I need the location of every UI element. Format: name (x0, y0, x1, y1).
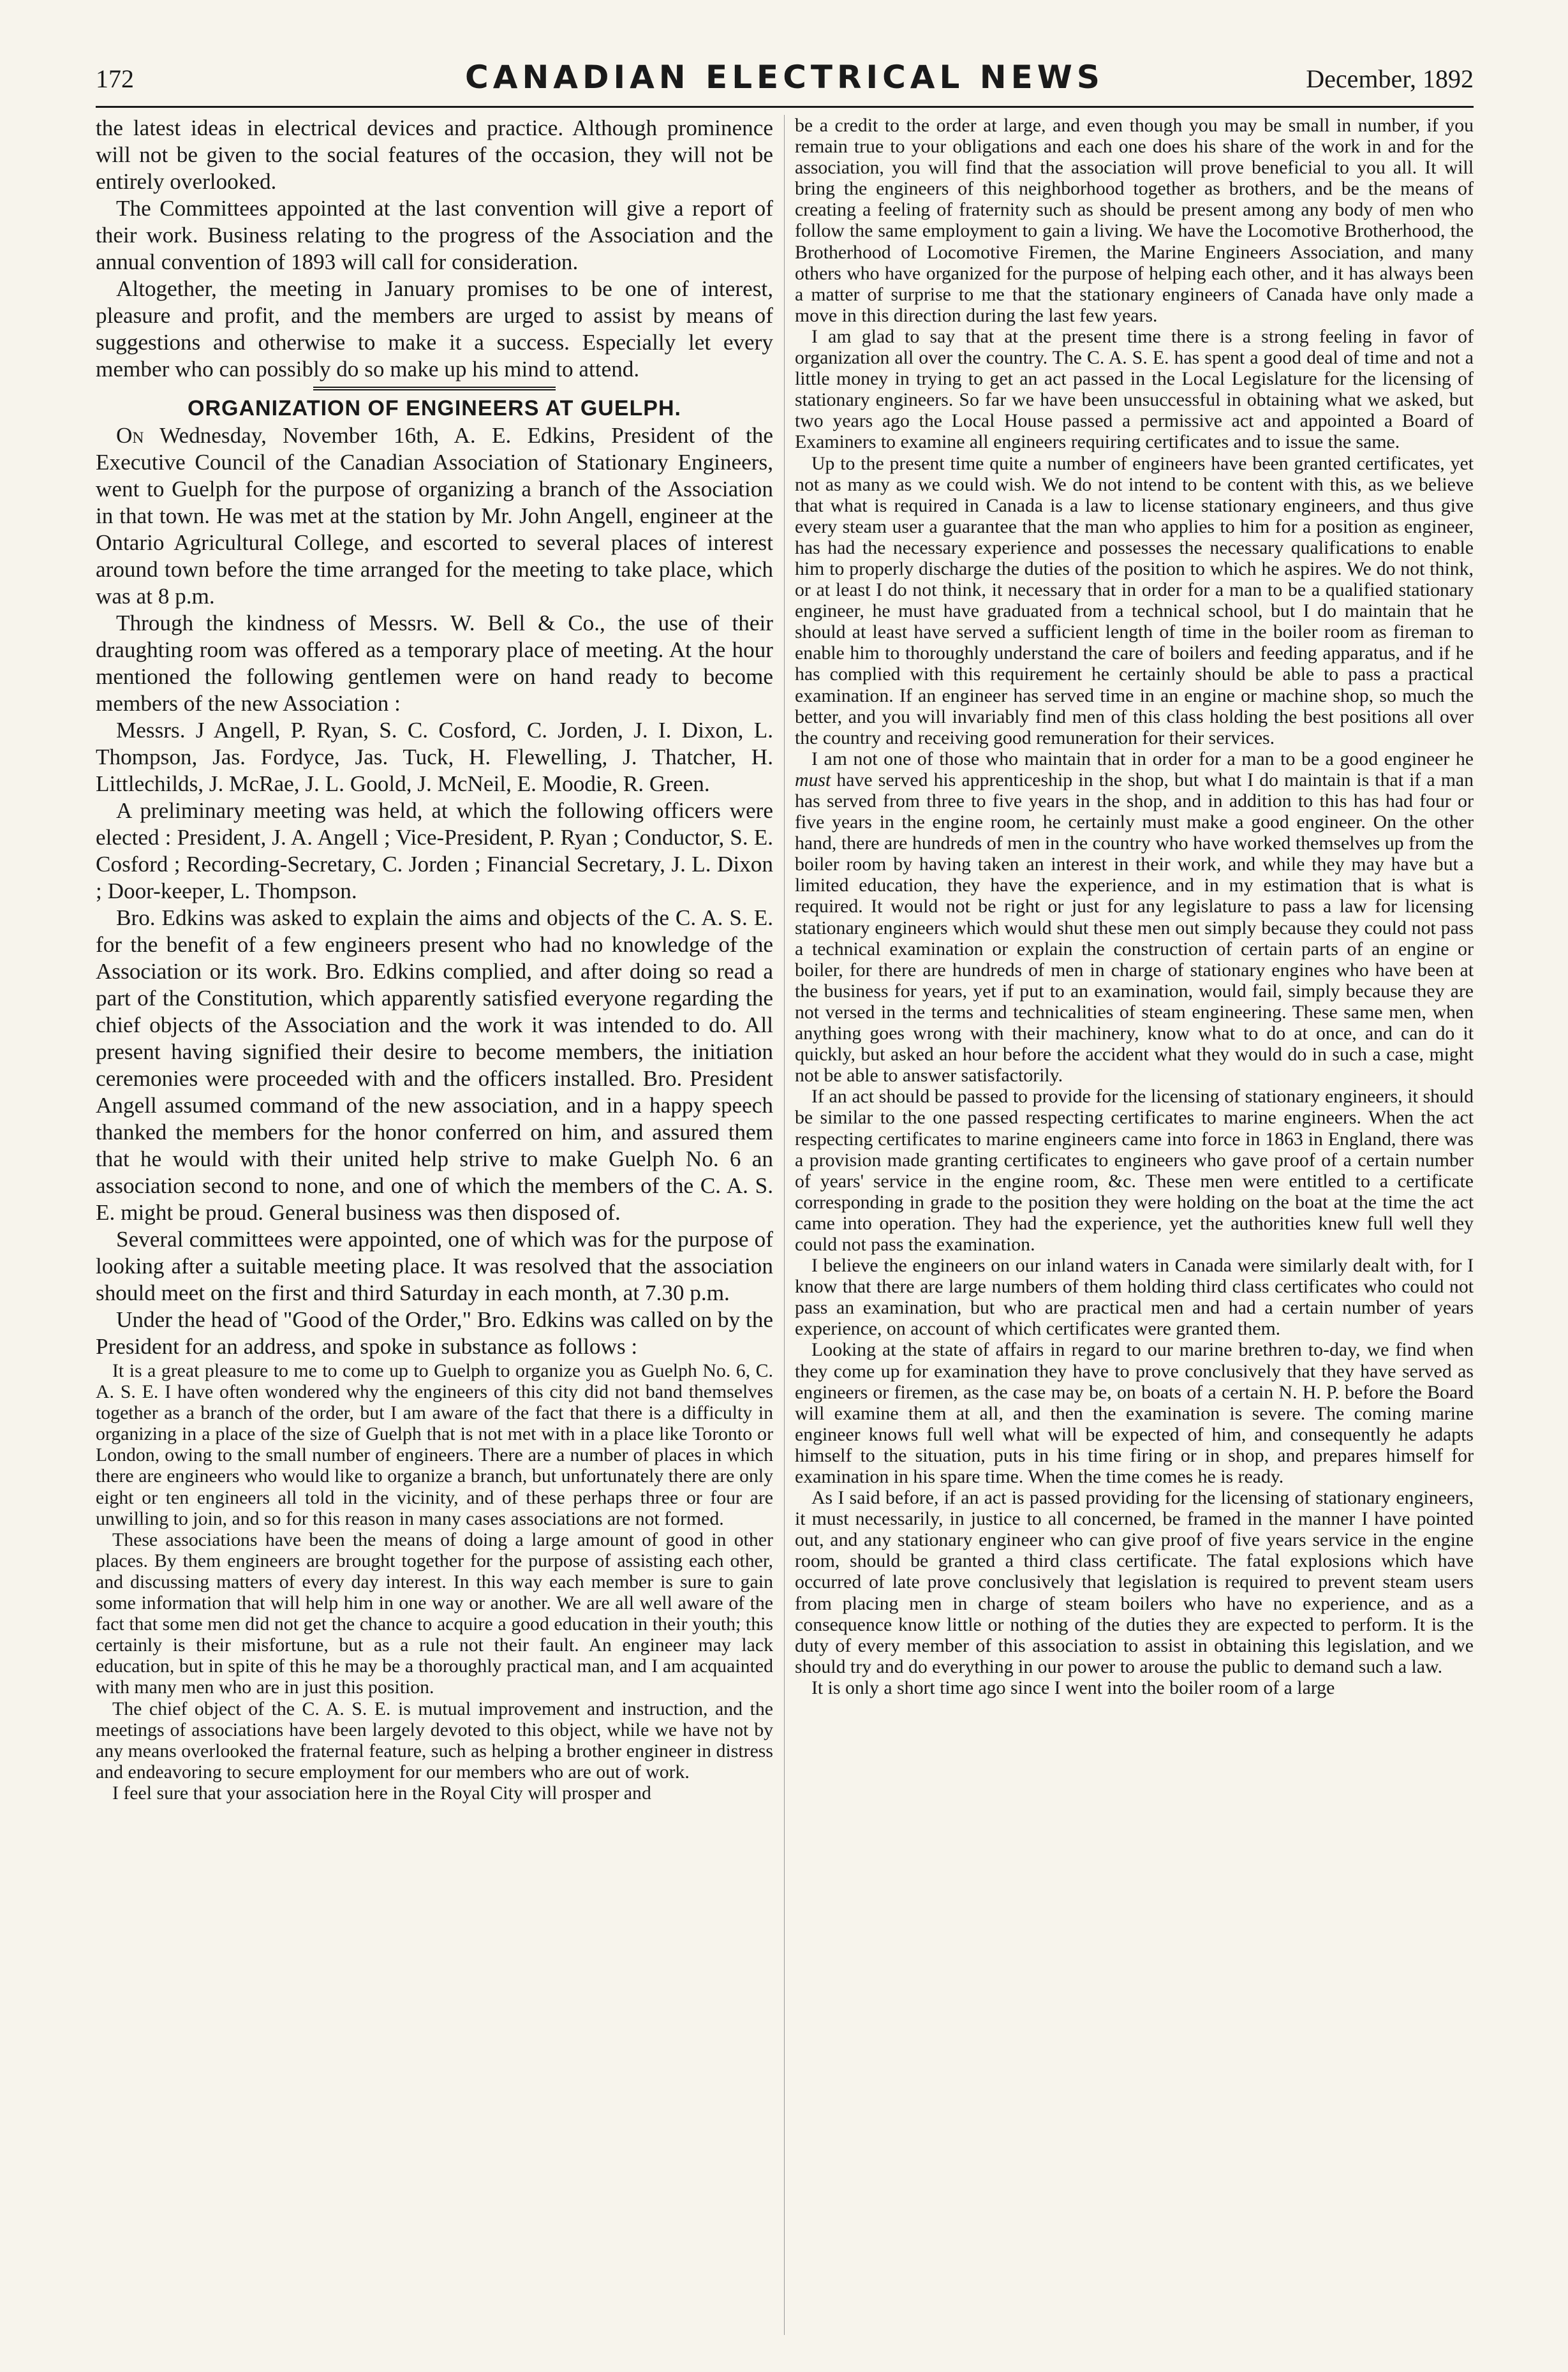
publication-title: CANADIAN ELECTRICAL NEWS (465, 59, 1104, 96)
article-paragraph: Several committees were appointed, one of which was for the purpose of looking after a suitable meeting place. It was resolved that the association should meet on the first and third Saturday in each month, at 7.30 p.m. (96, 1227, 773, 1305)
speech-paragraph: The chief object of the C. A. S. E. is mutual improvement and instruction, and the meetings of associations have been largely devoted to this object, while we have not by any means overlooked the fraternal feature, such as helping a brother engineer in distress and endeavoring to secure employment for our members who are out of work. (96, 1698, 773, 1783)
issue-date: December, 1892 (1306, 64, 1474, 93)
article-paragraph: Through the kindness of Messrs. W. Bell & Co., the use of their draughting room was offered as a temporary place of meeting. At the hour mentioned the following gentlemen were on hand ready to become members of the new Association : (96, 611, 773, 716)
speech-paragraph: These associations have been the means of doing a large amount of good in other places. By them engineers are brought together for the purpose of assisting each other, and discussing matters of every day interest. In this way each member is sure to gain some information that will help him in one way or another. We are all well aware of the fact that some men did not get the chance to acquire a good education in their youth; this certainly is their misfortune, but as a rule not their fault. An engineer may lack education, but in spite of this he may be a thoroughly practical man, and I am acquainted with many men who are in just this position. (96, 1529, 773, 1698)
speech-paragraph (795, 748, 1474, 1086)
speech-paragraph: I feel sure that your association here in the Royal City will prosper and (112, 1782, 651, 1804)
speech-paragraph: I believe the engineers on our inland waters in Canada were similarly dealt with, for I know that there are large numbers of them holding third class certificates who could not pass an examination, but who are practical men and had a certain number of years experience, on account of which certificates were granted them. (795, 1255, 1474, 1340)
article-paragraph: A preliminary meeting was held, at which the following officers were elected : President, J. A. Angell ; Vice-President, P. Ryan ; Conductor, S. E. Cosford ; Recording-Secretary, C. Jorden ; Financial Secretary, J. L. Dixon ; Door-keeper, L. Thompson. (96, 798, 773, 903)
member-list: Messrs. J Angell, P. Ryan, S. C. Cosford, C. Jorden, J. I. Dixon, L. Thompson, Jas. Fordyce, Jas. Tuck, H. Flewelling, J. Thatcher, H. Littlechilds, J. McRae, J. L. Goold, J. McNeil, E. Moodie, R. Green. (96, 718, 773, 796)
article-paragraph: the latest ideas in electrical devices and practice. Although prominence will not be given to the social features of the occasion, they will not be entirely overlooked. (96, 115, 773, 194)
page-number: 172 (96, 64, 134, 93)
article-heading: ORGANIZATION OF ENGINEERS AT GUELPH. (188, 396, 681, 420)
lead-word: On (116, 423, 144, 448)
speech-paragraph: Up to the present time quite a number of engineers have been granted certificates, yet not as many as we could wish. We do not intend to be content with this, as we believe that what is required in Canada is a law to license stationary engineers, and thus give every steam user a guarantee that the man who applies to him for a position as engineer, has had the necessary experience and possesses the necessary qualifications to enable him to properly discharge the duties of the position to which he aspires. We do not think, or at least I do not think, it necessary that in order for a man to be a qualified stationary engineer, he must have graduated from a technical school, but I do maintain that he should at least have served a sufficient length of time in the boiler room as fireman to enable him to thoroughly understand the care of boilers and feeding apparatus, and if he has complied with this requirement he certainly should be able to pass a practical examination. If an engineer has served time in an engine or machine shop, so much the better, and you will invariably find men of this class holding the best positions all over the country and receiving good remuneration for their services. (795, 452, 1474, 748)
speech-paragraph: Looking at the state of affairs in regard to our marine brethren to-day, we find when they come up for examination they have to prove conclusively that they have served as engineers or firemen, as the case may be, on boats of a certain N. H. P. before the Board will examine them at all, and then the examination is severe. The coming marine engineer knows full well what will be expected of him, and consequently he adapts himself to the situation, puts in his time firing or in shop, and prepares himself for examination in his spare time. When the time comes he is ready. (795, 1339, 1474, 1487)
speech-paragraph: I am glad to say that at the present time there is a strong feeling in favor of organization all over the country. The C. A. S. E. has spent a good deal of time and not a little money in trying to get an act passed in the Local Legislature for the licensing of stationary engineers. So far we have been unsuccessful in obtaining what we asked, but two years ago the Local House passed a permissive act and appointed a Board of Examiners to examine all engineers requiring certificates and to issue the same. (795, 325, 1474, 453)
paragraph-text: have served his apprenticeship in the shop, but what I do maintain is that if a man has served from three to five years in the shop, and in addition to this has had four or five years in the engine room, he certainly must make a good engineer. On the other hand, there are hundreds of men in the country who have worked themselves up from the boiler room by having taken an interest in their work, and while they may have but a limited education, they have the experience, and in my estimation that is what is required. It would not be right or just for any legislature to pass a law for licensing stationary engineers which would shut these men out simply because they could not pass a technical examination or explain the construction of certain parts of an engine or boiler, for there are hundreds of men in charge of stationary engines who have been at the business for years, yet if put to an examination, would fail, simply because they are not versed in the terms and technicalities of steam engineering. These same men, when anything goes wrong with their machinery, know what to do at once, and can do it quickly, but asked an hour before the accident what they would do in such a case, might not be able to answer satisfactorily. (795, 769, 1474, 1086)
right-column (795, 115, 1474, 2348)
speech-paragraph: be a credit to the order at large, and even though you may be small in number, if you remain true to your obligations and each one does his share of the work in and for the association, you will find that the association will prove beneficial to you all. It will bring the engineers of this neighborhood together as brothers, and be the means of creating a feeling of fraternity such as should be present among any body of men who follow the same employment to gain a living. We have the Locomotive Brotherhood, the Brotherhood of Locomotive Firemen, the Marine Engineers Association, and many others who have organized for the purpose of helping each other, and it has always been a matter of surprise to me that the stationary engineers of Canada have only made a move in this direction during the last few years. (795, 115, 1474, 326)
speech-paragraph: If an act should be passed to provide for the licensing of stationary engineers, it should be similar to the one passed respecting certificates to marine engineers. When the act respecting certificates to marine engineers came into force in 1863 in England, there was a provision made granting certificates to engineers who gave proof of a certain number of years' service in the engine room, &c. These men were entitled to a certificate corresponding in grade to the position they were holding on the boat at the time the act came into operation. They had the experience, yet the authorities knew full well they could not pass the examination. (795, 1086, 1474, 1255)
section-divider (313, 387, 556, 390)
emphasis-text: must (795, 769, 831, 790)
column-divider (784, 115, 785, 2335)
speech-paragraph: It is only a short time ago since I went into the boiler room of a large (811, 1677, 1335, 1698)
speech-paragraph: It is a great pleasure to me to come up to Guelph to organize you as Guelph No. 6, C. A. S. E. I have often wondered why the engineers of this city did not band themselves together as a branch of the order, but I am aware of the fact that there is a difficulty in organizing in a place of the size of Guelph that is not met with in a place like Toronto or London, owing to the small number of engineers. There are a number of places in which there are engineers who would like to organize a branch, but unfortunately there are only eight or ten engineers all told in the vicinity, and of these perhaps three or four are unwilling to join, and so for this reason in many cases associations are not formed. (96, 1360, 773, 1529)
left-column (96, 115, 773, 2348)
article-paragraph: Bro. Edkins was asked to explain the aims and objects of the C. A. S. E. for the benefit of a few engineers present who had no knowledge of the Association or its work. Bro. Edkins complied, and after doing so read a part of the Constitution, which apparently satisfied everyone regarding the chief objects of the Association and the work it was intended to do. All present having signified their desire to become members, the initiation ceremonies were proceeded with and the officers installed. Bro. President Angell assumed command of the new association, and in a happy speech thanked the members for the honor conferred on him, and assured them that he would with their united help strive to make Guelph No. 6 an association second to none, and one of which the members of the C. A. S. E. might be proud. General business was then disposed of. (96, 905, 773, 1225)
article-paragraph: Under the head of "Good of the Order," Bro. Edkins was called on by the President for an address, and spoke in substance as follows : (96, 1307, 773, 1359)
paragraph-text: Wednesday, November 16th, A. E. Edkins, President of the Executive Council of the Canadian Association of Stationary Engineers, went to Guelph for the purpose of organizing a branch of the Association in that town. He was met at the station by Mr. John Angell, engineer at the Ontario Agricultural College, and escorted to several places of interest around town before the time arranged for the meeting to take place, which was at 8 p.m. (96, 423, 773, 609)
paragraph-text: I am not one of those who maintain that in order for a man to be a good engineer he (811, 748, 1474, 769)
speech-paragraph: As I said before, if an act is passed providing for the licensing of stationary engineers, it must necessarily, in justice to all concerned, be framed in the manner I have pointed out, and any stationary engineer who can give proof of five years service in the engine room, should be granted a third class certificate. The fatal explosions which have occurred of late prove conclusively that legislation is required to prevent steam users from placing men in charge of steam boilers who have no experience, and as a consequence know little or nothing of the duties they are expected to perform. It is the duty of every member of this association to assist in obtaining this legislation, and we should try and do everything in our power to arouse the public to demand such a law. (795, 1487, 1474, 1677)
article-paragraph (96, 422, 773, 610)
article-paragraph: Altogether, the meeting in January promises to be one of interest, pleasure and profit, and the members are urged to assist by means of suggestions and otherwise to make it a success. Especially let every member who can possibly do so make up his mind to attend. (96, 276, 773, 382)
masthead (96, 59, 1474, 103)
masthead-rule (96, 106, 1474, 108)
article-paragraph: The Committees appointed at the last convention will give a report of their work. Business relating to the progress of the Association and the annual convention of 1893 will call for consideration. (96, 196, 773, 274)
